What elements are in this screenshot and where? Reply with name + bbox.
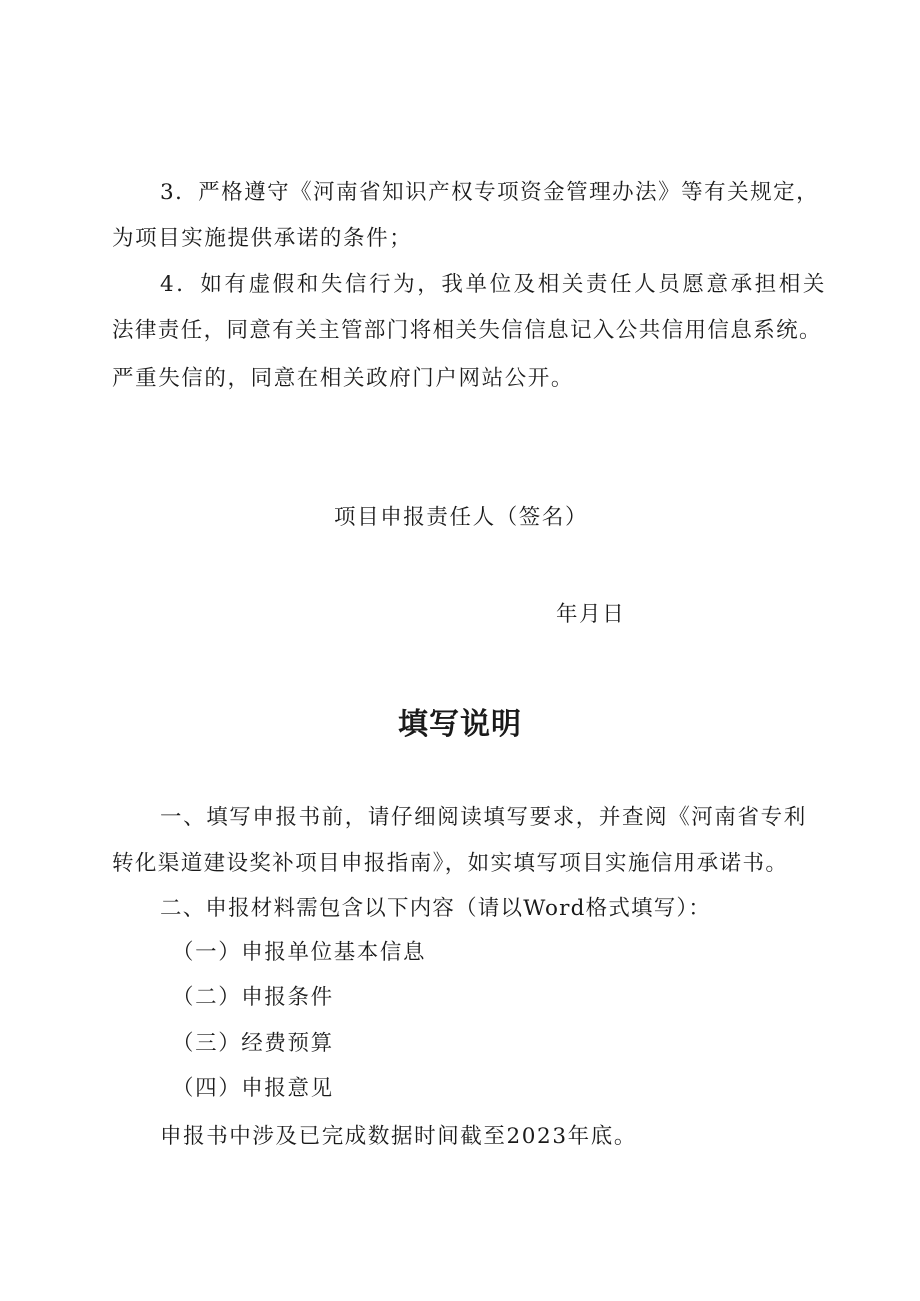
promise-item-4-line-1: 4．如有虚假和失信行为，我单位及相关责任人员愿意承担相关 — [160, 272, 827, 297]
instruction-item-3: （三）经费预算 — [172, 1031, 334, 1056]
signature-date: 年月日 — [556, 602, 626, 627]
instruction-item-1: （一）申报单位基本信息 — [172, 940, 427, 965]
instructions-title: 填写说明 — [398, 707, 522, 742]
promise-item-4-line-2: 法律责任，同意有关主管部门将相关失信信息记入公共信用信息系统。 — [112, 318, 822, 343]
promise-item-4-line-3: 严重失信的，同意在相关政府门户网站公开。 — [112, 366, 575, 391]
instruction-p2: 二、申报材料需包含以下内容（请以Word格式填写）： — [160, 896, 712, 921]
promise-item-3-line-2: 为项目实施提供承诺的条件； — [112, 226, 413, 251]
instruction-item-2: （二）申报条件 — [172, 985, 334, 1010]
instruction-item-4: （四）申报意见 — [172, 1076, 334, 1101]
promise-item-3-line-1: 3．严格遵守《河南省知识产权专项资金管理办法》等有关规定， — [160, 180, 820, 205]
signature-label: 项目申报责任人（签名） — [334, 505, 589, 530]
instruction-p1-line-1: 一、填写申报书前，请仔细阅读填写要求，并查阅《河南省专利 — [160, 805, 807, 830]
instruction-note: 申报书中涉及已完成数据时间截至2023年底。 — [160, 1124, 637, 1149]
instruction-p1-line-2: 转化渠道建设奖补项目申报指南》，如实填写项目实施信用承诺书。 — [112, 851, 789, 876]
